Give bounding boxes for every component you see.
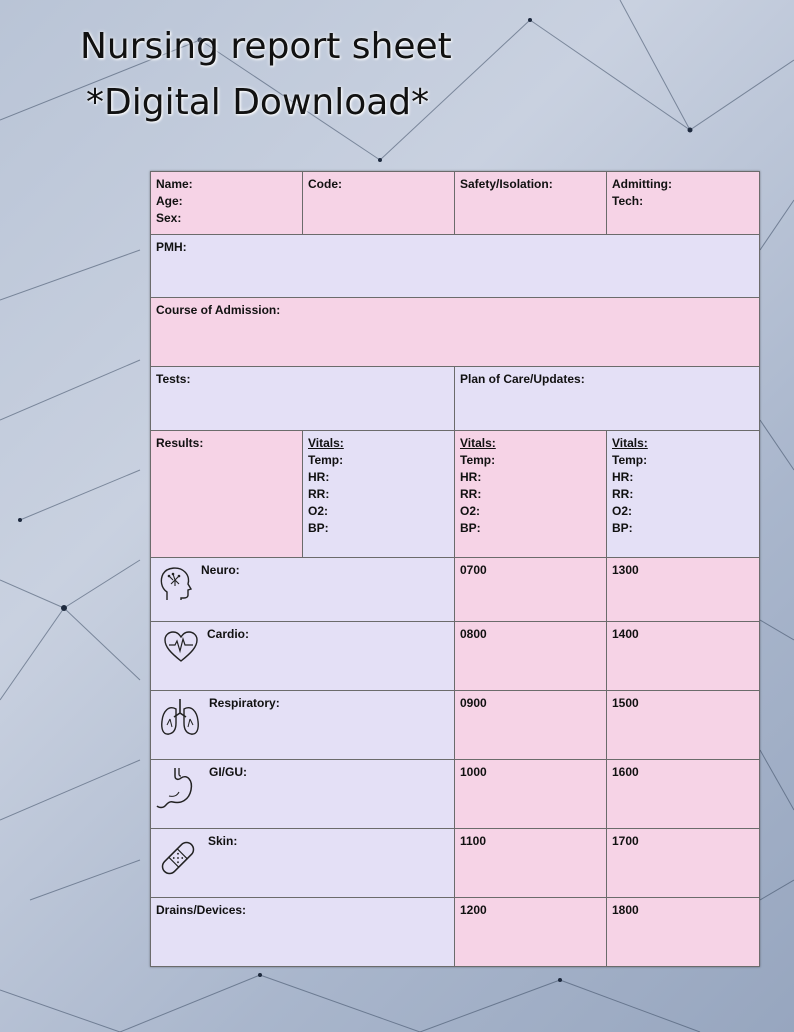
- admitting-cell: [606, 171, 760, 235]
- course-label: Course of Admission:: [156, 303, 281, 317]
- drains-cell: [150, 897, 455, 967]
- results-label: Results:: [156, 436, 204, 450]
- cardio-label: Cardio:: [207, 627, 249, 641]
- neuro-label: Neuro:: [201, 563, 240, 577]
- time-label: 0700: [460, 563, 487, 577]
- results-cell: [150, 430, 303, 558]
- admitting-label: Admitting:: [612, 177, 672, 191]
- bp-label: BP:: [460, 521, 481, 535]
- time-label: 1700: [612, 834, 639, 848]
- vitals-heading: Vitals:: [612, 436, 648, 450]
- respiratory-cell: [150, 690, 455, 760]
- time-label: 1400: [612, 627, 639, 641]
- hr-label: HR:: [612, 470, 634, 484]
- temp-label: Temp:: [460, 453, 496, 467]
- neuro-cell: [150, 557, 455, 622]
- rr-label: RR:: [308, 487, 330, 501]
- time-1300-cell: [606, 557, 760, 622]
- lungs-icon: [159, 697, 201, 737]
- hr-label: HR:: [308, 470, 330, 484]
- time-1000-cell: [454, 759, 607, 829]
- skin-label: Skin:: [208, 834, 238, 848]
- time-label: 1100: [460, 834, 487, 848]
- pmh-label: PMH:: [156, 240, 187, 254]
- time-label: 0900: [460, 696, 487, 710]
- bp-label: BP:: [612, 521, 633, 535]
- time-1100-cell: [454, 828, 607, 898]
- bandage-icon: [157, 837, 199, 879]
- time-label: 1000: [460, 765, 487, 779]
- name-label: Name:: [156, 177, 193, 191]
- cardio-cell: [150, 621, 455, 691]
- time-label: 0800: [460, 627, 487, 641]
- bp-label: BP:: [308, 521, 329, 535]
- vitals-heading: Vitals:: [308, 436, 344, 450]
- safety-cell: [454, 171, 607, 235]
- tests-cell: [150, 366, 455, 431]
- time-label: 1300: [612, 563, 639, 577]
- time-label: 1200: [460, 903, 487, 917]
- time-1400-cell: [606, 621, 760, 691]
- tech-label: Tech:: [612, 194, 644, 208]
- vitals-cell-3: [606, 430, 760, 558]
- page-title: Nursing report sheet: [80, 26, 452, 67]
- drains-label: Drains/Devices:: [156, 903, 247, 917]
- time-0900-cell: [454, 690, 607, 760]
- patient-info-cell: [150, 171, 303, 235]
- time-label: 1600: [612, 765, 639, 779]
- gigu-cell: [150, 759, 455, 829]
- page-subtitle: *Digital Download*: [86, 82, 430, 123]
- o2-label: O2:: [308, 504, 329, 518]
- tests-label: Tests:: [156, 372, 191, 386]
- code-label: Code:: [308, 177, 342, 191]
- plan-label: Plan of Care/Updates:: [460, 372, 585, 386]
- time-1200-cell: [454, 897, 607, 967]
- plan-cell: [454, 366, 760, 431]
- time-label: 1500: [612, 696, 639, 710]
- vitals-cell-2: [454, 430, 607, 558]
- hr-label: HR:: [460, 470, 482, 484]
- time-1600-cell: [606, 759, 760, 829]
- rr-label: RR:: [460, 487, 482, 501]
- sex-label: Sex:: [156, 211, 182, 225]
- time-0800-cell: [454, 621, 607, 691]
- safety-label: Safety/Isolation:: [460, 177, 553, 191]
- respiratory-label: Respiratory:: [209, 696, 280, 710]
- stomach-icon: [155, 766, 195, 810]
- temp-label: Temp:: [308, 453, 344, 467]
- age-label: Age:: [156, 194, 183, 208]
- brain-head-icon: [157, 564, 193, 602]
- gigu-label: GI/GU:: [209, 765, 247, 779]
- heart-icon: [163, 630, 199, 664]
- skin-cell: [150, 828, 455, 898]
- time-1500-cell: [606, 690, 760, 760]
- o2-label: O2:: [612, 504, 633, 518]
- vitals-heading: Vitals:: [460, 436, 496, 450]
- rr-label: RR:: [612, 487, 634, 501]
- vitals-cell-1: [302, 430, 455, 558]
- time-1700-cell: [606, 828, 760, 898]
- o2-label: O2:: [460, 504, 481, 518]
- pmh-cell: [150, 234, 760, 298]
- temp-label: Temp:: [612, 453, 648, 467]
- time-0700-cell: [454, 557, 607, 622]
- time-1800-cell: [606, 897, 760, 967]
- time-label: 1800: [612, 903, 639, 917]
- code-cell: [302, 171, 455, 235]
- report-sheet: [150, 171, 760, 967]
- course-cell: [150, 297, 760, 367]
